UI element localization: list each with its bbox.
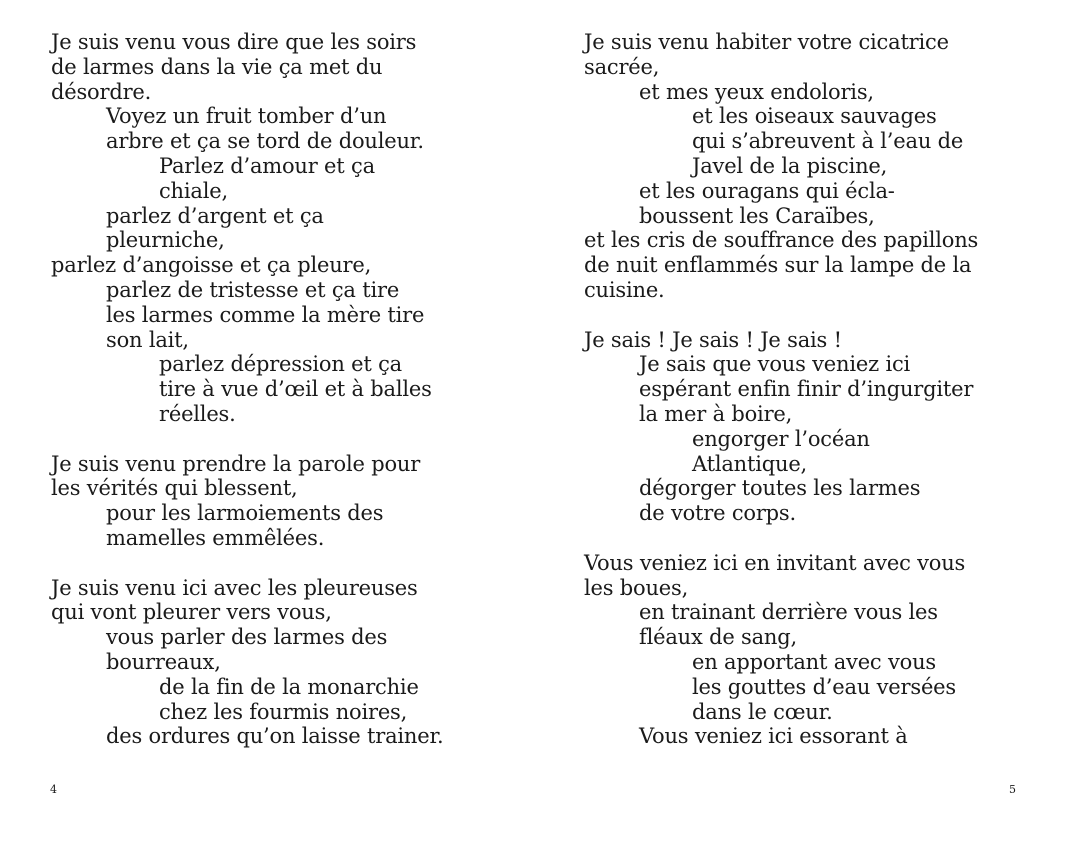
verse-line: et les cris de souffrance des papillons <box>584 228 979 253</box>
stanza-break <box>51 427 511 452</box>
verse-line: dégorger toutes les larmes <box>639 476 921 501</box>
verse-line: Je suis venu prendre la parole pour <box>51 451 421 476</box>
verse-line: Parlez d’amour et ça <box>159 153 375 178</box>
verse-line: fléaux de sang, <box>639 625 797 650</box>
verse-line: vous parler des larmes des <box>106 625 388 650</box>
verse-line: qui s’abreuvent à l’eau de <box>692 129 964 154</box>
stanza <box>584 30 1024 303</box>
verse-line: de nuit enflammés sur la lampe de la <box>584 253 972 278</box>
verse-line: la mer à boire, <box>639 401 793 426</box>
verse-line: bourreaux, <box>106 649 221 674</box>
verse-line: son lait, <box>106 327 189 352</box>
verse-line: Javel de la piscine, <box>692 153 888 178</box>
verse-line: des ordures qu’on laisse trainer. <box>106 724 444 749</box>
verse-line: Vous veniez ici essorant à <box>639 724 908 749</box>
verse-line: de votre corps. <box>639 501 796 526</box>
verse-line: et les ouragans qui écla- <box>639 178 895 203</box>
verse-line: cuisine. <box>584 277 665 302</box>
verse-line: réelles. <box>159 401 236 426</box>
verse-line: Voyez un fruit tomber d’un <box>106 104 387 129</box>
verse-line: mamelles emmêlées. <box>106 525 325 550</box>
verse-line: parlez d’argent et ça <box>106 203 324 228</box>
left-page <box>51 30 511 749</box>
verse-line: pour les larmoiements des <box>106 501 384 526</box>
verse-line: Vous veniez ici en invitant avec vous <box>584 550 966 575</box>
verse-line: Atlantique, <box>692 451 808 476</box>
verse-line: et les oiseaux sauvages <box>692 104 937 129</box>
verse-line: les boues, <box>584 575 689 600</box>
verse-line: les gouttes d’eau versées <box>692 674 956 699</box>
verse-line: parlez d’angoisse et ça pleure, <box>51 253 372 278</box>
verse-line: Je sais ! Je sais ! Je sais ! <box>584 327 842 352</box>
verse-line: engorger l’océan <box>692 426 870 451</box>
verse-line: chez les fourmis noires, <box>159 699 408 724</box>
verse-line: Je suis venu vous dire que les soirs <box>51 30 417 54</box>
page-number-left: 4 <box>50 783 57 796</box>
verse-line: en apportant avec vous <box>692 649 936 674</box>
stanza <box>51 576 511 750</box>
verse-line: Je suis venu ici avec les pleureuses <box>51 575 418 600</box>
stanza <box>584 328 1024 526</box>
page-number-right: 5 <box>1009 783 1016 796</box>
verse-line: Je sais que vous veniez ici <box>639 352 911 377</box>
right-page <box>584 30 1024 749</box>
verse-line: en trainant derrière vous les <box>639 600 938 625</box>
stanza-break <box>584 526 1024 551</box>
verse-line: désordre. <box>51 79 152 104</box>
verse-line: dans le cœur. <box>692 699 833 724</box>
verse-line: qui vont pleurer vers vous, <box>51 600 332 625</box>
verse-line: tire à vue d’œil et à balles <box>159 377 432 402</box>
verse-line: de larmes dans la vie ça met du <box>51 54 383 79</box>
verse-line: pleurniche, <box>106 228 225 253</box>
verse-line: arbre et ça se tord de douleur. <box>106 129 424 154</box>
stanza <box>51 452 511 551</box>
verse-line: Je suis venu habiter votre cicatrice <box>584 30 949 54</box>
verse-line: les vérités qui blessent, <box>51 476 298 501</box>
verse-line: parlez de tristesse et ça tire <box>106 277 400 302</box>
stanza-break <box>51 551 511 576</box>
stanza-break <box>584 303 1024 328</box>
verse-line: les larmes comme la mère tire <box>106 302 425 327</box>
verse-line: boussent les Caraïbes, <box>639 203 875 228</box>
stanza <box>584 551 1024 749</box>
verse-line: de la fin de la monarchie <box>159 674 419 699</box>
verse-line: parlez dépression et ça <box>159 352 403 377</box>
verse-line: espérant enfin finir d’ingurgiter <box>639 377 974 402</box>
stanza <box>51 30 511 427</box>
verse-line: chiale, <box>159 178 228 203</box>
verse-line: sacrée, <box>584 54 660 79</box>
verse-line: et mes yeux endoloris, <box>639 79 874 104</box>
